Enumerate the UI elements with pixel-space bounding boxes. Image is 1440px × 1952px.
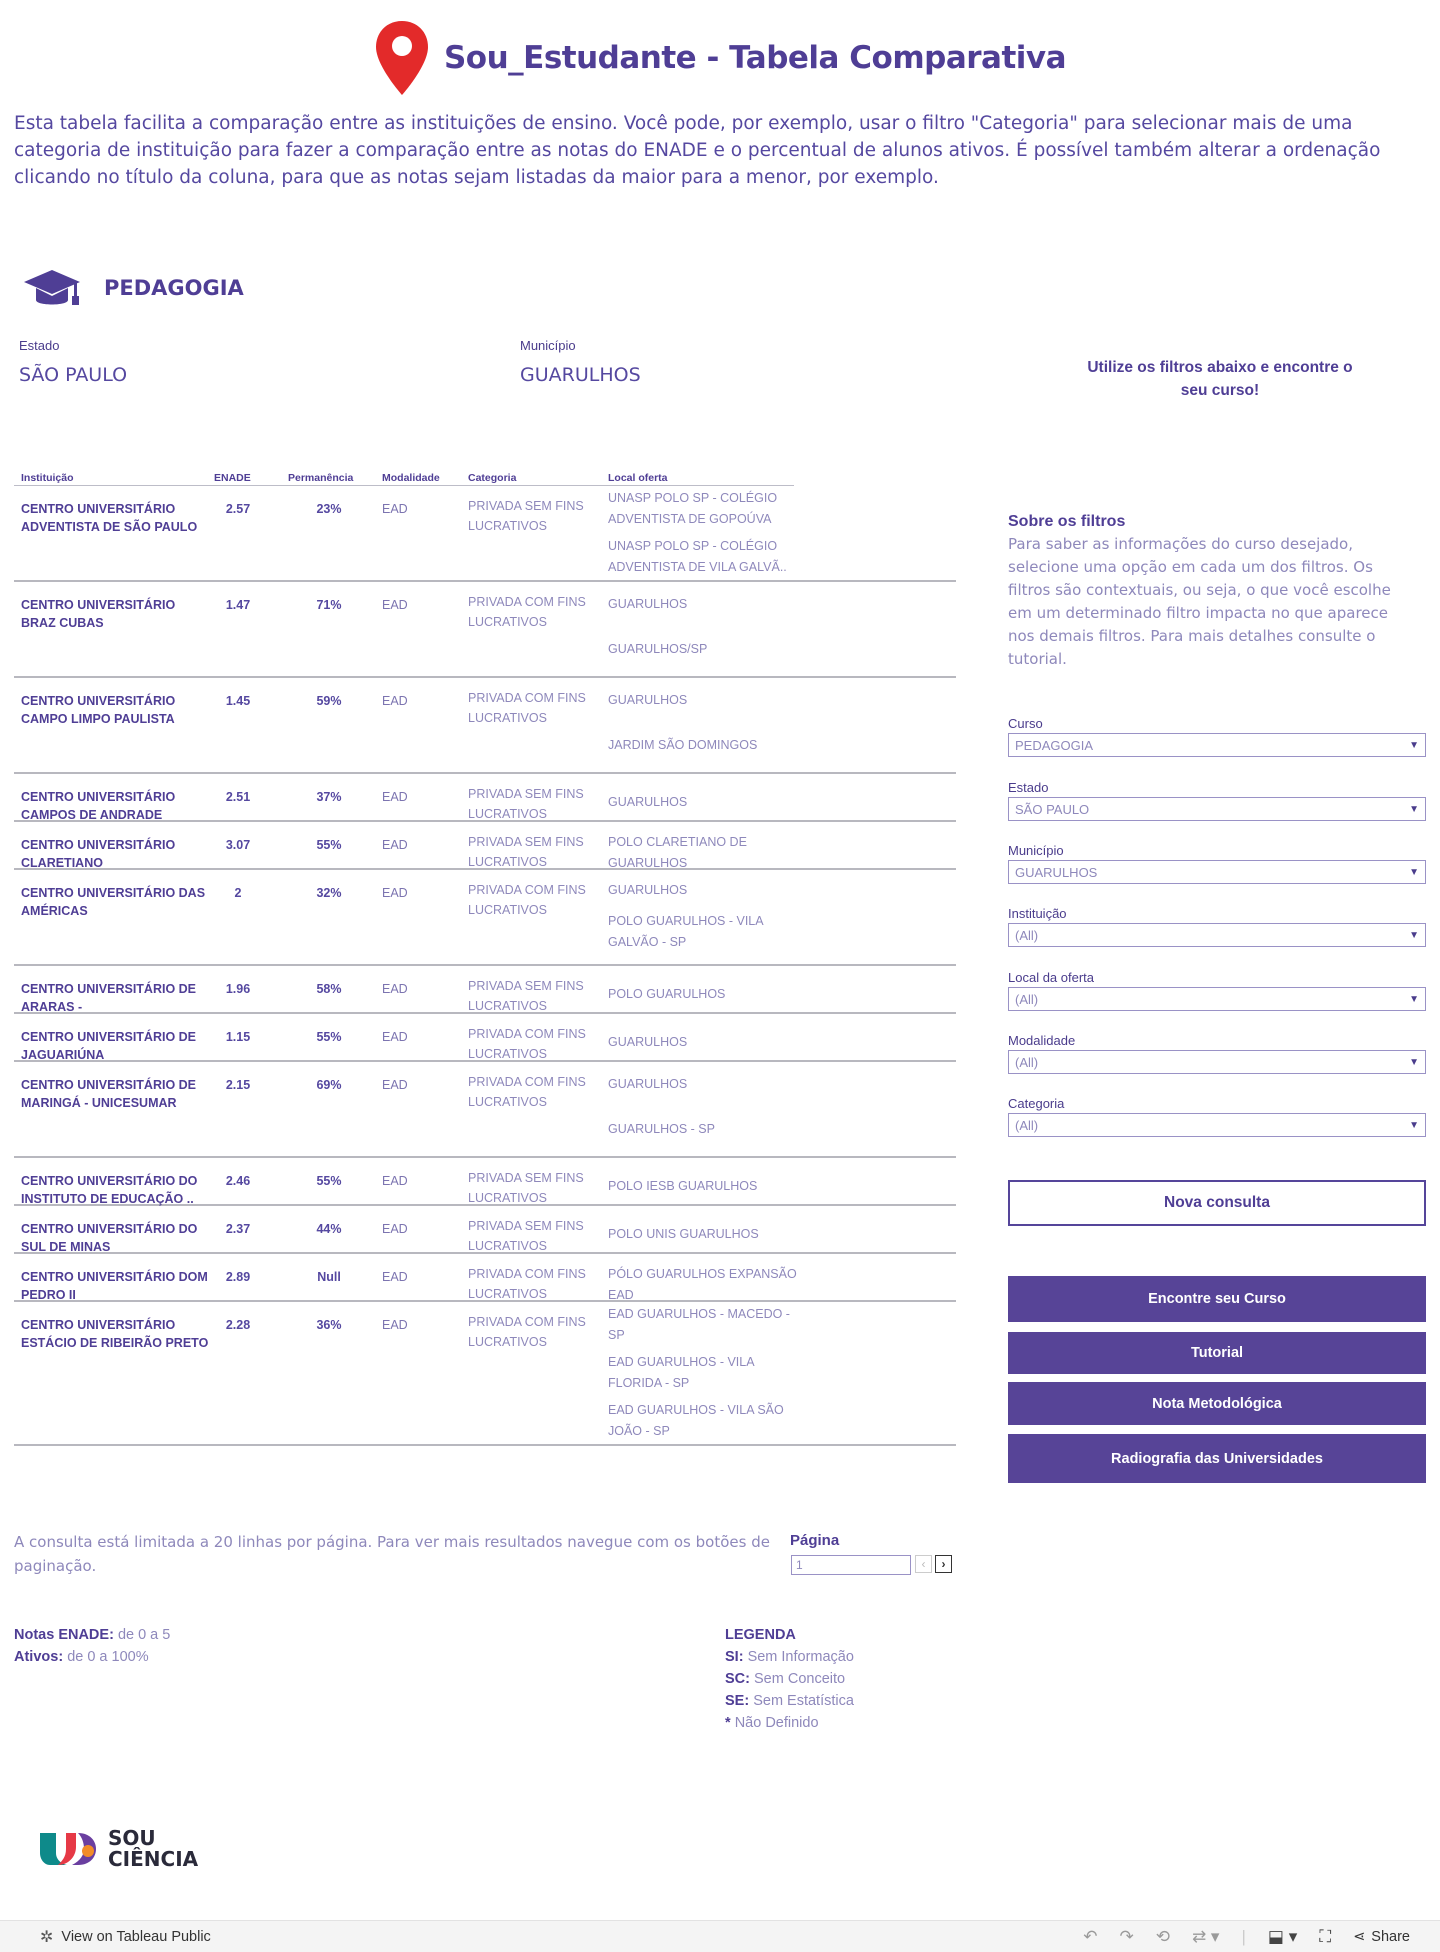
- logo-line-1: SOU: [108, 1826, 156, 1850]
- modalidade-cell: EAD: [382, 502, 408, 516]
- local-oferta-item: POLO IESB GUARULHOS: [608, 1179, 758, 1193]
- filter-label: Estado: [1008, 780, 1049, 795]
- download-icon[interactable]: ⬓ ▾: [1267, 1926, 1298, 1946]
- enade-cell: 2: [234, 886, 242, 900]
- enade-cell: 2.57: [225, 502, 251, 516]
- local-oferta-item: GUARULHOS - SP: [608, 1122, 715, 1136]
- instituicao-cell: CENTRO UNIVERSITÁRIO DE JAGUARIÚNA: [21, 1030, 197, 1062]
- next-page-button[interactable]: [935, 1555, 952, 1573]
- filter-label: Instituição: [1008, 906, 1067, 921]
- radiografia-button[interactable]: Radiografia das Universidades: [1008, 1434, 1426, 1483]
- page-title: Sou_Estudante - Tabela Comparativa: [443, 40, 1067, 76]
- ativos-note-label: Ativos:: [14, 1649, 64, 1665]
- local-oferta-cell: [608, 1024, 803, 1059]
- local-oferta-item: GUARULHOS: [608, 883, 688, 897]
- filter-local-da-oferta: [1008, 970, 1426, 1011]
- filter-dropdown[interactable]: [1008, 1050, 1426, 1074]
- filter-dropdown[interactable]: [1008, 987, 1426, 1011]
- filter-label: Modalidade: [1008, 1033, 1076, 1048]
- tableau-icon: ✲: [40, 1928, 54, 1946]
- chevron-down-icon: ▼: [1409, 739, 1419, 751]
- modalidade-cell: EAD: [382, 694, 408, 708]
- filter-dropdown[interactable]: [1008, 923, 1426, 947]
- local-oferta-item: POLO GUARULHOS - VILA GALVÃO - SP: [608, 914, 763, 949]
- notes: [14, 1624, 170, 1668]
- enade-cell: 2.89: [225, 1270, 251, 1284]
- col-header-enade[interactable]: ENADE: [214, 472, 251, 484]
- table-body: [14, 486, 956, 1446]
- about-filters: [1008, 510, 1418, 671]
- permanencia-cell: 36%: [316, 1318, 342, 1332]
- instituicao-cell: CENTRO UNIVERSITÁRIO ADVENTISTA DE SÃO PAULO: [21, 502, 198, 534]
- filter-dropdown[interactable]: [1008, 1113, 1426, 1137]
- col-header-categoria[interactable]: Categoria: [468, 472, 517, 484]
- about-filters-text: Para saber as informações do curso desejado, selecione uma opção em cada um dos filtros. Os filtros são contextuais, ou seja, o que você escolhe em um determinado filtro impacta no que aparece nos demais filtros. Para mais detalhes consulte o tutorial.: [1008, 535, 1391, 668]
- enade-cell: 3.07: [225, 838, 251, 852]
- table-row[interactable]: [14, 486, 956, 582]
- tutorial-button[interactable]: Tutorial: [1008, 1332, 1426, 1374]
- modalidade-cell: EAD: [382, 1030, 408, 1044]
- filter-value: (All): [1015, 1117, 1039, 1133]
- undo-icon[interactable]: ↶: [1083, 1926, 1098, 1946]
- legend-value: Sem Conceito: [754, 1671, 846, 1687]
- local-oferta-cell: [608, 976, 803, 1011]
- modalidade-cell: EAD: [382, 1174, 408, 1188]
- categoria-cell: PRIVADA COM FINS LUCRATIVOS: [468, 1075, 586, 1109]
- enade-note-value: de 0 a 5: [117, 1627, 171, 1643]
- about-filters-title: Sobre os filtros: [1008, 513, 1126, 530]
- toolbar-actions: [1083, 1927, 1410, 1947]
- instituicao-cell: CENTRO UNIVERSITÁRIO BRAZ CUBAS: [21, 598, 176, 630]
- comparison-table: [14, 468, 956, 1446]
- enade-cell: 1.96: [225, 982, 251, 996]
- local-oferta-cell: [608, 1064, 803, 1146]
- enade-cell: 2.15: [225, 1078, 251, 1092]
- modalidade-cell: EAD: [382, 838, 408, 852]
- estado-label: Estado: [19, 338, 60, 353]
- legend-item: [725, 1646, 854, 1668]
- filter-hint: Utilize os filtros abaixo e encontre o seu curso!: [1087, 359, 1353, 399]
- chevron-down-icon: ▼: [1409, 1119, 1419, 1131]
- enade-cell: 2.28: [225, 1318, 251, 1332]
- filter-municipio: [1008, 843, 1426, 884]
- nota-metodologica-button[interactable]: Nota Metodológica: [1008, 1382, 1426, 1425]
- categoria-cell: PRIVADA SEM FINS LUCRATIVOS: [468, 787, 584, 821]
- modalidade-cell: EAD: [382, 1318, 408, 1332]
- instituicao-cell: CENTRO UNIVERSITÁRIO DE MARINGÁ - UNICESUMAR: [21, 1078, 197, 1110]
- municipio-value: GUARULHOS: [520, 364, 641, 386]
- local-oferta-cell: [608, 680, 803, 762]
- local-oferta-item: GUARULHOS: [608, 693, 688, 707]
- legend-value: Sem Estatística: [753, 1693, 854, 1709]
- chevron-down-icon: ▼: [1409, 1056, 1419, 1068]
- filter-curso: [1008, 716, 1426, 757]
- encontre-curso-button[interactable]: Encontre seu Curso: [1008, 1276, 1426, 1322]
- local-oferta-item: GUARULHOS/SP: [608, 642, 708, 656]
- categoria-cell: PRIVADA SEM FINS LUCRATIVOS: [468, 1171, 584, 1205]
- col-header-permanencia[interactable]: Permanência: [288, 472, 354, 484]
- modalidade-cell: EAD: [382, 1078, 408, 1092]
- enade-note-label: Notas ENADE:: [14, 1627, 114, 1643]
- local-oferta-cell: [608, 872, 803, 959]
- categoria-cell: PRIVADA SEM FINS LUCRATIVOS: [468, 499, 584, 533]
- filter-value: PEDAGOGIA: [1015, 737, 1094, 753]
- filter-categoria: [1008, 1096, 1426, 1137]
- permanencia-cell: 71%: [316, 598, 342, 612]
- course-name: PEDAGOGIA: [104, 276, 244, 300]
- categoria-cell: PRIVADA COM FINS LUCRATIVOS: [468, 1027, 586, 1061]
- filter-label: Município: [1008, 843, 1064, 858]
- intro-text: Esta tabela facilita a comparação entre as instituições de ensino. Você pode, por exemplo, usar o filtro "Categoria" para selecionar mais de uma categoria de instituição para fazer a comparação entre as notas do ENADE e o percentual de alunos ativos. É possível também alterar a ordenação clicando no título da coluna, para que as notas sejam listadas da maior para a menor, por exemplo.: [14, 113, 1381, 188]
- chevron-down-icon: ▼: [1409, 993, 1419, 1005]
- permanencia-cell: 23%: [316, 502, 342, 516]
- table-row[interactable]: [14, 966, 956, 1014]
- legend-item: [725, 1712, 854, 1734]
- legend-item: [725, 1668, 854, 1690]
- local-oferta-cell: [608, 584, 803, 666]
- table-row[interactable]: [14, 1158, 956, 1206]
- filter-dropdown[interactable]: [1008, 797, 1426, 821]
- local-oferta-cell: [608, 1168, 803, 1203]
- table-row[interactable]: [14, 678, 956, 774]
- modalidade-cell: EAD: [382, 598, 408, 612]
- local-oferta-item: GUARULHOS: [608, 1077, 688, 1091]
- graduation-cap-icon: [22, 266, 82, 310]
- local-oferta-item: GUARULHOS: [608, 1035, 688, 1049]
- instituicao-cell: CENTRO UNIVERSITÁRIO DO SUL DE MINAS: [21, 1222, 198, 1254]
- permanencia-cell: 44%: [316, 1222, 342, 1236]
- local-oferta-item: UNASP POLO SP - COLÉGIO ADVENTISTA DE VILA GALVÃ..: [608, 539, 787, 574]
- chevron-down-icon: ▼: [1409, 866, 1419, 878]
- local-oferta-item: UNASP POLO SP - COLÉGIO ADVENTISTA DE GOPOÚVA: [608, 491, 778, 526]
- chevron-down-icon: ▼: [1409, 803, 1419, 815]
- toolbar-divider: |: [1241, 1926, 1246, 1946]
- legend-key: *: [725, 1715, 731, 1731]
- local-oferta-item: GUARULHOS: [608, 795, 688, 809]
- share-icon: ⋖: [1353, 1928, 1366, 1945]
- course-header: [22, 266, 244, 310]
- filter-value: GUARULHOS: [1015, 864, 1098, 880]
- categoria-cell: PRIVADA COM FINS LUCRATIVOS: [468, 1267, 586, 1301]
- filter-value: (All): [1015, 1054, 1039, 1070]
- filter-estado: [1008, 780, 1426, 821]
- table-row[interactable]: [14, 1254, 956, 1302]
- enade-cell: 2.46: [225, 1174, 251, 1188]
- table-row[interactable]: [14, 870, 956, 966]
- enade-cell: 2.37: [225, 1222, 251, 1236]
- permanencia-cell: 69%: [316, 1078, 342, 1092]
- categoria-cell: PRIVADA COM FINS LUCRATIVOS: [468, 883, 586, 917]
- filter-label: Categoria: [1008, 1096, 1065, 1111]
- permanencia-cell: 59%: [316, 694, 342, 708]
- permanencia-cell: 58%: [316, 982, 342, 996]
- table-row[interactable]: [14, 774, 956, 822]
- page-header: [0, 18, 1440, 98]
- local-oferta-item: EAD GUARULHOS - VILA SÃO JOÃO - SP: [608, 1403, 784, 1438]
- legend-value: Não Definido: [734, 1715, 819, 1731]
- col-header-modalidade[interactable]: Modalidade: [382, 472, 440, 484]
- legend-key: SI:: [725, 1649, 744, 1665]
- nova-consulta-button[interactable]: Nova consulta: [1008, 1180, 1426, 1226]
- categoria-cell: PRIVADA SEM FINS LUCRATIVOS: [468, 1219, 584, 1253]
- permanencia-cell: 55%: [316, 1174, 342, 1188]
- instituicao-cell: CENTRO UNIVERSITÁRIO CAMPOS DE ANDRADE: [21, 790, 176, 822]
- filter-dropdown[interactable]: [1008, 860, 1426, 884]
- filter-value: SÃO PAULO: [1015, 801, 1090, 817]
- share-button[interactable]: [1353, 1929, 1410, 1945]
- instituicao-cell: CENTRO UNIVERSITÁRIO DAS AMÉRICAS: [21, 886, 206, 918]
- location-pin-icon: [374, 19, 430, 97]
- instituicao-cell: CENTRO UNIVERSITÁRIO DE ARARAS -: [21, 982, 197, 1014]
- table-row[interactable]: [14, 822, 956, 870]
- chevron-down-icon: ▼: [1409, 929, 1419, 941]
- categoria-cell: PRIVADA COM FINS LUCRATIVOS: [468, 595, 586, 629]
- instituicao-cell: CENTRO UNIVERSITÁRIO ESTÁCIO DE RIBEIRÃO PRETO: [21, 1318, 209, 1350]
- instituicao-cell: CENTRO UNIVERSITÁRIO CLARETIANO: [21, 838, 176, 870]
- redo-icon[interactable]: ↷: [1119, 1926, 1134, 1946]
- pagination-label: Página: [790, 1532, 840, 1549]
- table-header: [14, 468, 794, 486]
- local-oferta-item: GUARULHOS: [608, 597, 688, 611]
- local-oferta-cell: [608, 1304, 803, 1448]
- table-row[interactable]: [14, 1302, 956, 1446]
- view-on-tableau-link[interactable]: [40, 1927, 211, 1947]
- limit-text: A consulta está limitada a 20 linhas por página. Para ver mais resultados navegue com os botões de paginação.: [14, 1533, 770, 1575]
- permanencia-cell: 32%: [316, 886, 342, 900]
- local-oferta-item: PÓLO GUARULHOS EXPANSÃO EAD: [608, 1267, 797, 1302]
- instituicao-cell: CENTRO UNIVERSITÁRIO DO INSTITUTO DE EDUCAÇÃO ..: [21, 1174, 198, 1206]
- legend: [725, 1624, 854, 1734]
- legend-title: LEGENDA: [725, 1627, 796, 1643]
- instituicao-cell: CENTRO UNIVERSITÁRIO CAMPO LIMPO PAULISTA: [21, 694, 176, 726]
- share-label: Share: [1371, 1928, 1410, 1945]
- table-row[interactable]: [14, 1014, 956, 1062]
- legend-item: [725, 1690, 854, 1712]
- permanencia-cell: 55%: [316, 838, 342, 852]
- permanencia-cell: 55%: [316, 1030, 342, 1044]
- permanencia-cell: Null: [317, 1270, 341, 1284]
- col-header-local-oferta[interactable]: Local oferta: [608, 472, 668, 484]
- local-oferta-cell: [608, 488, 803, 584]
- filter-value: (All): [1015, 927, 1039, 943]
- table-row[interactable]: [14, 1062, 956, 1158]
- refresh-icon[interactable]: ⇄ ▾: [1191, 1926, 1220, 1946]
- enade-cell: 1.15: [225, 1030, 251, 1044]
- filter-modalidade: [1008, 1033, 1426, 1074]
- col-header-instituicao[interactable]: Instituição: [21, 472, 74, 484]
- filter-dropdown[interactable]: [1008, 733, 1426, 757]
- estado-value: SÃO PAULO: [19, 364, 128, 386]
- tableau-toolbar: [0, 1920, 1440, 1952]
- categoria-cell: PRIVADA SEM FINS LUCRATIVOS: [468, 835, 584, 869]
- sou-ciencia-logo: [38, 1828, 198, 1870]
- table-row[interactable]: [14, 1206, 956, 1254]
- filter-label: Curso: [1008, 716, 1043, 731]
- categoria-cell: PRIVADA COM FINS LUCRATIVOS: [468, 691, 586, 725]
- filter-instituicao: [1008, 906, 1426, 947]
- municipio-label: Município: [520, 338, 576, 353]
- enade-cell: 1.45: [225, 694, 251, 708]
- local-oferta-cell: [608, 1216, 803, 1251]
- ativos-note-value: de 0 a 100%: [67, 1649, 149, 1665]
- instituicao-cell: CENTRO UNIVERSITÁRIO DOM PEDRO II: [21, 1270, 208, 1302]
- modalidade-cell: EAD: [382, 982, 408, 996]
- modalidade-cell: EAD: [382, 790, 408, 804]
- local-oferta-item: POLO CLARETIANO DE GUARULHOS: [608, 835, 747, 870]
- local-oferta-item: POLO UNIS GUARULHOS: [608, 1227, 759, 1241]
- legend-value: Sem Informação: [747, 1649, 854, 1665]
- enade-cell: 1.47: [225, 598, 251, 612]
- logo-line-2: CIÊNCIA: [108, 1847, 199, 1871]
- local-oferta-item: EAD GUARULHOS - MACEDO - SP: [608, 1307, 790, 1342]
- categoria-cell: PRIVADA SEM FINS LUCRATIVOS: [468, 979, 584, 1013]
- legend-key: SE:: [725, 1693, 750, 1709]
- chevron-right-icon: ›: [941, 1557, 946, 1571]
- table-row[interactable]: [14, 582, 956, 678]
- revert-icon[interactable]: ⟲: [1155, 1926, 1170, 1946]
- modalidade-cell: EAD: [382, 1222, 408, 1236]
- enade-cell: 2.51: [225, 790, 251, 804]
- local-oferta-item: JARDIM SÃO DOMINGOS: [608, 738, 758, 752]
- legend-key: SC:: [725, 1671, 750, 1687]
- local-oferta-item: EAD GUARULHOS - VILA FLORIDA - SP: [608, 1355, 754, 1390]
- local-oferta-cell: [608, 784, 803, 819]
- page-number-input[interactable]: 1: [791, 1555, 911, 1575]
- chevron-left-icon: ‹: [921, 1557, 926, 1571]
- view-on-tableau-label: View on Tableau Public: [61, 1928, 211, 1945]
- local-oferta-item: POLO GUARULHOS: [608, 987, 726, 1001]
- modalidade-cell: EAD: [382, 1270, 408, 1284]
- prev-page-button[interactable]: [915, 1555, 932, 1573]
- filter-value: (All): [1015, 991, 1039, 1007]
- permanencia-cell: 37%: [316, 790, 342, 804]
- fullscreen-icon[interactable]: ⛶: [1319, 1926, 1332, 1946]
- filter-label: Local da oferta: [1008, 970, 1095, 985]
- sou-ciencia-logo-mark: [38, 1829, 98, 1869]
- categoria-cell: PRIVADA COM FINS LUCRATIVOS: [468, 1315, 586, 1349]
- modalidade-cell: EAD: [382, 886, 408, 900]
